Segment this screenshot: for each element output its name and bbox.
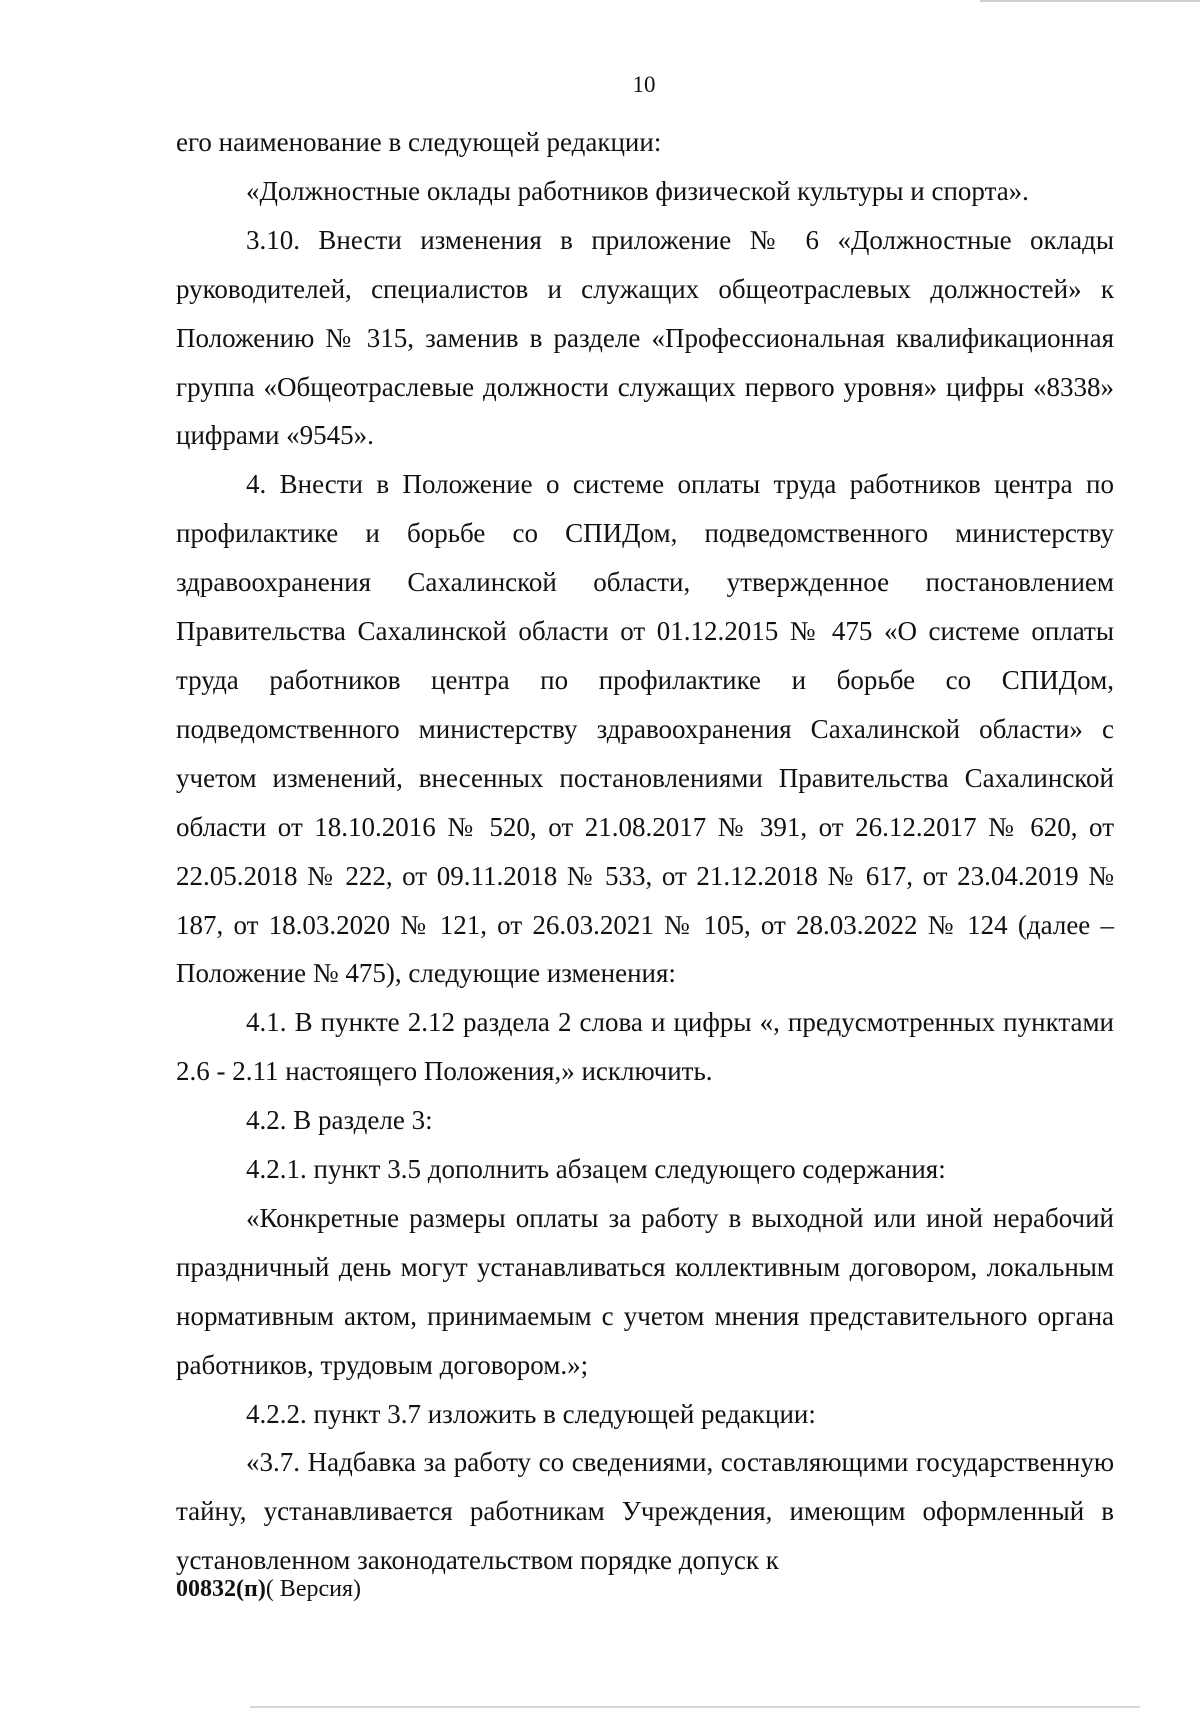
paragraph-4-2-1: 4.2.1. пункт 3.5 дополнить абзацем следующего содержания: xyxy=(246,1154,946,1185)
paragraph-quote-3-5: «Конкретные размеры оплаты за работу в выходной или иной нерабочий праздничный день могут устанавливаться коллективным договором, локальным нормативным актом, принимаемым с учетом мнения представительного органа работников, трудовым договором.»; xyxy=(176,1202,1114,1380)
paragraph-continuation: его наименование в следующей редакции: xyxy=(176,127,662,157)
paragraph-4-2-2: 4.2.2. пункт 3.7 изложить в следующей редакции: xyxy=(246,1398,816,1429)
paragraph-quote-3-7: «3.7. Надбавка за работу со сведениями, составляющими государственную тайну, устанавливается работникам Учреждения, имеющим оформленный в установленном законодательством порядке допуск к xyxy=(176,1447,1114,1576)
page-number: 10 xyxy=(632,72,656,97)
document-code: 00832(п) xyxy=(176,1576,266,1602)
paragraph-quote-title: «Должностные оклады работников физической культуры и спорта». xyxy=(246,175,1029,206)
version-label: ( Версия) xyxy=(265,1576,361,1602)
top-edge-rule xyxy=(980,0,1200,2)
document-footer xyxy=(176,1576,361,1603)
paragraph-3-10: 3.10. Внести изменения в приложение № 6 «Должностные оклады руководителей, специалистов и служащих общеотраслевых должностей» к Положению № 315, заменив в разделе «Профессиональная квалификационная группа «Общеотраслевые должности служащих первого уровня» цифры «8338» цифрами «9545». xyxy=(176,224,1114,451)
paragraph-4-2: 4.2. В разделе 3: xyxy=(246,1105,433,1136)
paragraph-4: 4. Внести в Положение о системе оплаты труда работников центра по профилактике и борьбе со СПИДом, подведомственного министерству здравоохранения Сахалинской области, утвержденное постановлением Правительства Сахалинской области от 01.12.2015 № 475 «О системе оплаты труда работников центра по профилактике и борьбе со СПИДом, подведомственного министерству здравоохранения Сахалинской области» с учетом изменений, внесенных постановлениями Правительства Сахалинской области от 18.10.2016 № 520, от 21.08.2017 № 391, от 26.12.2017 № 620, от 22.05.2018 № 222, от 09.11.2018 № 533, от 21.12.2018 № 617, от 23.04.2019 № 187, от 18.03.2020 № 121, от 26.03.2021 № 105, от 28.03.2022 № 124 (далее – Положение № 475), следующие изменения: xyxy=(176,469,1114,989)
paragraph-4-1: 4.1. В пункте 2.12 раздела 2 слова и цифры «, предусмотренных пунктами 2.6 - 2.11 настоящего Положения,» исключить. xyxy=(176,1007,1114,1087)
bottom-edge-rule xyxy=(250,1706,1140,1708)
document-body xyxy=(176,118,1114,1585)
